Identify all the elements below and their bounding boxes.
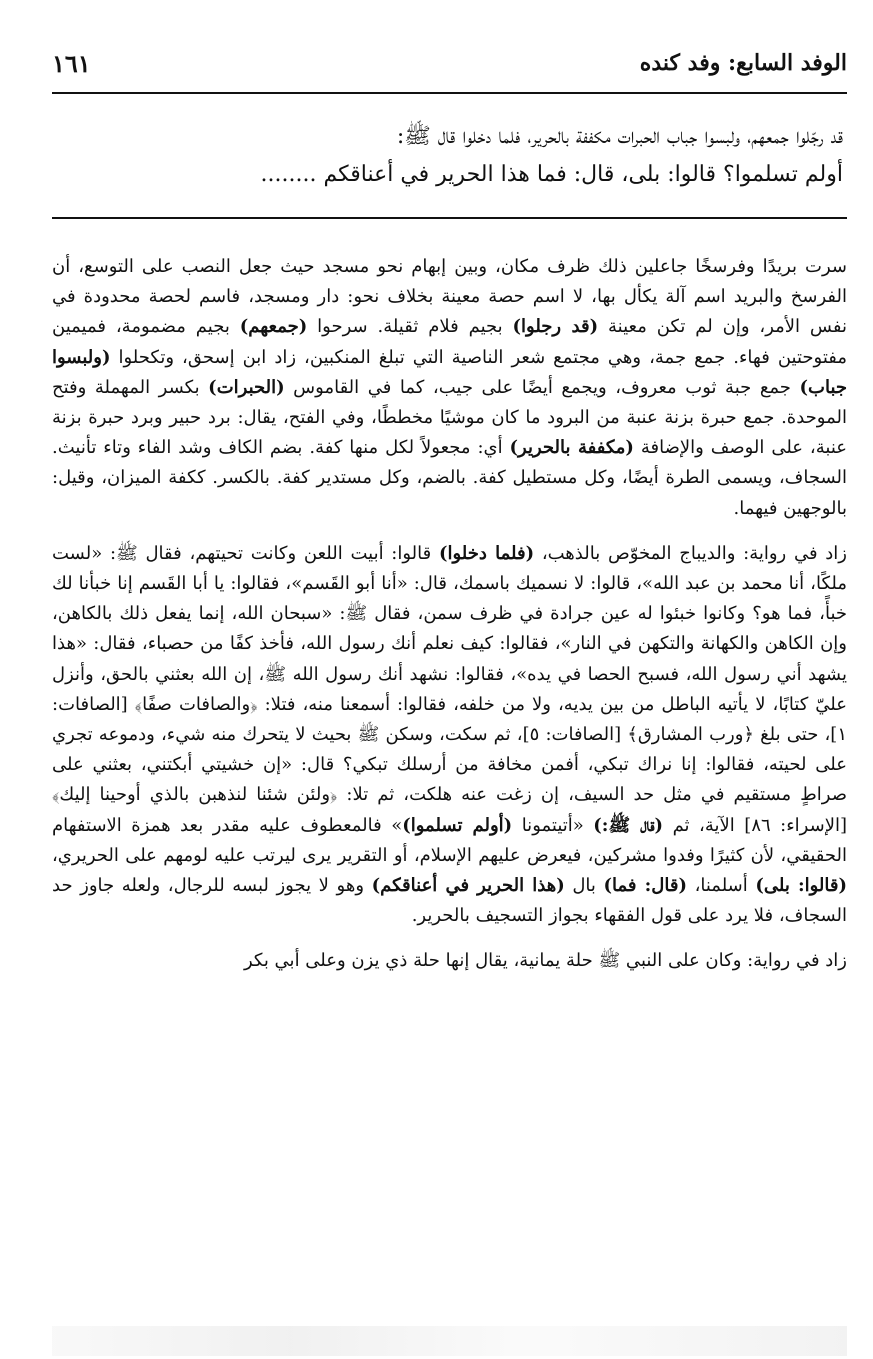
- commentary-segment: » فالمعطوف عليه مقدر بعد همزة الاستفهام الحقيقي، لأن كثيرًا وفدوا مشركين، فيعرض عليهم الإسلام، أو التقرير يرى ليرتب عليه لومهم على الحريري،: [52, 814, 847, 866]
- commentary-segment: بجيم فلام ثقيلة. سرحوا: [307, 316, 513, 338]
- commentary-segment: قالوا: أبيت اللعن وكانت تحيتهم، فقال ﷺ: «لست ملكًا، أنا محمد بن عبد الله»، قالوا: لا نسميك باسمك، قال: «أنا أبو القَسم»، فقالوا: يا أبا القَسم إنا خبأنا لك خبأً، فما هو؟ وكانوا خبئوا له عين جرادة في ظرف سمن، فقال ﷺ: «سبحان الله، إنما يفعل ذلك بالكاهن، وإن الكاهن والكهانة والتكهن في النار»، فقالوا: كيف نعلم أنك رسول الله، فأخذ كفًا من حصباء، فقال: «هذا يشهد أني رسول الله، فسبح الحصا في يده»، فقالوا: نشهد أنك رسول الله ﷺ، إن الله بعثني بالحق، وأنزل عليّ كتابًا، لا يأتيه الباطل من بين يديه، ولا من خلفه، فقالوا: أسمعنا منه، فتلا: ﴿والصافات صفًا﴾ [الصافات: ١]، حتى بلغ ﴿ورب المشارق﴾ [الصافات: ٥]، ثم سكت، وسكن ﷺ بحيث لا يتحرك منه شيء، ودموعه تجري على لحيته، فقالوا: إنا نراك تبكي، أفمن مخافة من أرسلك تبكي؟ قال: «إن خشيتي أبكتني، بعثني على صراطٍ مستقيم في مثل حد السيف، إن زغت عنه هلكت، ثم تلا: ﴿ولئن شئنا لنذهبن بالذي أوحينا إليك﴾ [الإسراء: ٨٦] الآية، ثم: [52, 542, 847, 836]
- commentary-segment: جمع جبة ثوب معروف، ويجمع أيضًا على جيب، كما في القاموس: [284, 376, 800, 398]
- header-rule: [52, 92, 847, 94]
- commentary-segment: بال: [564, 875, 604, 897]
- page-number: ١٦١: [52, 48, 91, 78]
- bold-quote: (قالوا: بلى): [755, 875, 847, 897]
- chapter-title: الوفد السابع: وفد كنده: [639, 50, 847, 76]
- commentary-segment: أي: مجعولاً لكل منها كفة. بضم الكاف وشد الفاء وتاء تأنيث. السجاف، ويسمى الطرة أيضًا، وكل مستطيل كفة. بالضم، وكل مستدير كفة. بالكسر. ككفة الميزان، وقيل: بالوجهين فيهما.: [52, 437, 847, 519]
- commentary-text: [52, 252, 847, 992]
- commentary-paragraph: [52, 252, 847, 524]
- bold-quote: (هذا الحرير في أعناقكم): [371, 875, 565, 897]
- bold-quote: (جمعهم): [239, 316, 308, 338]
- commentary-segment: وهو لا يجوز لبسه للرجال، ولعله جاوز حد السجاف، فلا يرد على قول الفقهاء بجواز التسجيف بالحرير.: [52, 875, 847, 927]
- hadith-line: قد رجّلوا جمعهم، ولبسوا جباب الحبرات مكففة بالحرير، فلما دخلوا قال ﷺ:: [396, 124, 843, 149]
- bold-quote: (الحبرات): [208, 376, 285, 398]
- hadith-line: أولم تسلموا؟ قالوا: بلى، قال: فما هذا الحرير في أعناقكم ........: [260, 162, 843, 187]
- bold-quote: (ولبسوا جباب): [52, 346, 848, 398]
- commentary-segment: «أتيتمونا: [512, 814, 594, 836]
- commentary-paragraph: [52, 539, 847, 932]
- book-page: [52, 40, 847, 1350]
- commentary-segment: زاد في رواية: والديباج المخوّص بالذهب،: [534, 542, 847, 564]
- bold-quote: (فلما دخلوا): [438, 542, 535, 564]
- page-header: [52, 40, 847, 86]
- commentary-segment: أسلمنا،: [686, 875, 756, 897]
- bold-quote: (قد رجلوا): [512, 316, 599, 338]
- faded-scan-area: [52, 1326, 847, 1356]
- bold-quote: (مكففة بالحرير): [509, 437, 634, 459]
- hadith-text: [56, 118, 843, 194]
- commentary-segment: سرت بريدًا وفرسخًا جاعلين ذلك ظرف مكان، وبين إبهام نحو مسجد حيث جعل النصب على التوسع، أن الفرسخ والبريد اسم آلة يكأل بها، لا اسم حصة معينة بخلاف نحو: دار ومسجد، فاسم لحصة محدودة في نفس الأمر، وإن لم تكن معينة: [52, 256, 847, 338]
- bold-quote: (أولم تسلموا): [402, 814, 513, 836]
- commentary-segment: بكسر المهملة وفتح الموحدة. جمع حبرة بزنة عنبة من البرود ما كان موشيًا مخططًا، وفي الفتح، يقال: برد حبير وبرد حبرة بزنة عنبة، على الوصف والإضافة: [52, 376, 847, 459]
- hadith-rule: [52, 217, 847, 219]
- bold-quote: (قال: فما): [603, 875, 687, 897]
- commentary-segment: زاد في رواية: وكان على النبي ﷺ حلة يمانية، يقال إنها حلة ذي يزن وعلى أبي بكر: [243, 950, 847, 972]
- bold-quote: (قال ﷺ:): [593, 814, 664, 836]
- commentary-segment: بجيم مضمومة، فميمين مفتوحتين فهاء. جمع جمة، وهي مجتمع شعر الناصية التي تبلغ المنكبين، زاد ابن إسحق، وتكحلوا: [52, 316, 847, 368]
- commentary-paragraph: [52, 946, 847, 976]
